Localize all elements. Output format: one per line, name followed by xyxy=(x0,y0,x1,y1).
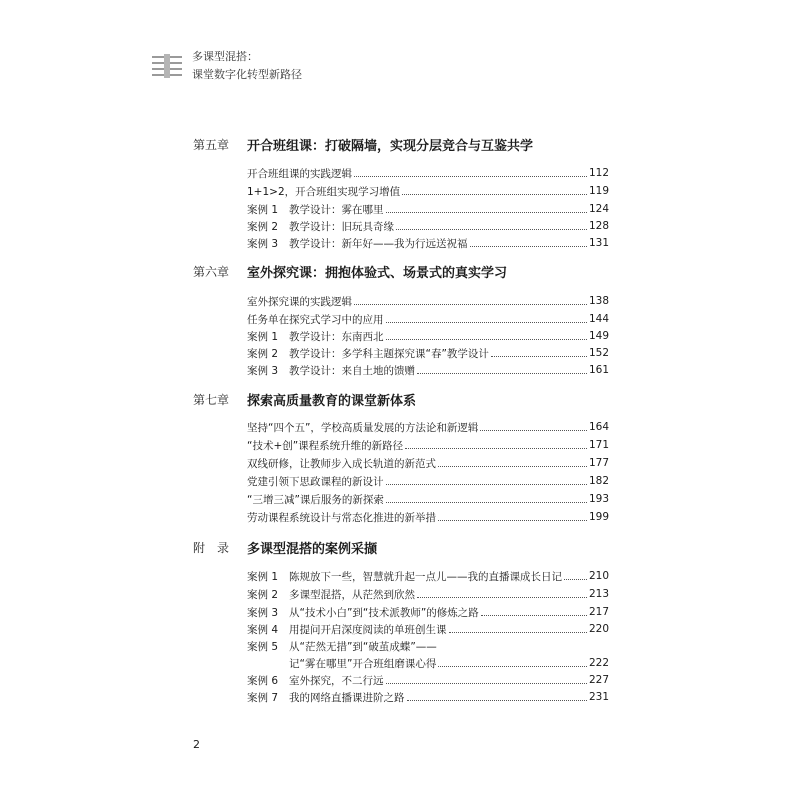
entry-page: 213 xyxy=(588,588,609,600)
leader-dots xyxy=(417,597,587,598)
chapter-heading xyxy=(193,133,533,155)
entry-page: 199 xyxy=(588,511,609,523)
entry-case: 案例 4 xyxy=(247,623,279,636)
entry-text: 陈规放下一些，智慧就升起一点儿——我的直播课成长日记 xyxy=(289,570,562,583)
toc-entry[interactable] xyxy=(247,603,609,621)
toc-entry[interactable] xyxy=(247,688,609,706)
leader-dots xyxy=(396,229,587,230)
chapter-heading xyxy=(193,536,377,558)
entry-case: 案例 6 xyxy=(247,674,279,687)
leader-dots xyxy=(354,176,587,177)
leader-dots xyxy=(407,700,587,701)
leader-dots xyxy=(449,632,587,633)
toc-entry[interactable] xyxy=(247,310,609,328)
entry-page: 112 xyxy=(588,167,609,179)
chapter-title: 多课型混搭的案例采撷 xyxy=(247,541,378,557)
page-number: 2 xyxy=(193,738,200,751)
entry-page: 193 xyxy=(588,493,609,505)
entry-page: 138 xyxy=(588,295,609,307)
toc-entry[interactable] xyxy=(247,234,609,252)
toc-entry[interactable] xyxy=(247,200,609,218)
entry-text: 我的网络直播课进阶之路 xyxy=(289,691,405,704)
toc-entry[interactable] xyxy=(247,585,609,603)
toc-entry-continuation[interactable] xyxy=(289,654,609,672)
entry-page: 124 xyxy=(588,203,609,215)
entry-text: 教学设计：旧玩具奇缘 xyxy=(289,220,394,233)
header-line-1: 多课型混搭： xyxy=(192,50,258,63)
toc-entry[interactable] xyxy=(247,217,609,235)
entry-text: 教学设计：雾在哪里 xyxy=(289,203,384,216)
entry-page: 119 xyxy=(588,185,609,197)
chapter-title: 探索高质量教育的课堂新体系 xyxy=(247,393,417,409)
toc-entry[interactable] xyxy=(247,327,609,345)
entry-page: 161 xyxy=(588,364,609,376)
entry-page: 220 xyxy=(588,623,609,635)
entry-text: 坚持“四个五”，学校高质量发展的方法论和新逻辑 xyxy=(247,421,479,434)
entry-case: 案例 3 xyxy=(247,364,279,377)
chapter-number: 第六章 xyxy=(193,264,230,279)
entry-text: 室外探究，不二行远 xyxy=(289,674,384,687)
entry-page: 217 xyxy=(588,606,609,618)
entry-case: 案例 2 xyxy=(247,220,279,233)
entry-text: 多课型混搭，从茫然到欣然 xyxy=(289,588,415,601)
toc-entry[interactable] xyxy=(247,490,609,508)
toc-entry[interactable] xyxy=(247,418,609,436)
toc-entry[interactable] xyxy=(247,164,609,182)
entry-page: 164 xyxy=(588,421,609,433)
entry-text: 室外探究课的实践逻辑 xyxy=(247,295,352,308)
leader-dots xyxy=(386,502,587,503)
entry-text: 教学设计：东南西北 xyxy=(289,330,384,343)
entry-case: 案例 5 xyxy=(247,640,279,653)
entry-page: 128 xyxy=(588,220,609,232)
toc-entry[interactable] xyxy=(247,567,609,585)
entry-text: “三增三减”课后服务的新探索 xyxy=(247,493,384,506)
entry-page: 227 xyxy=(588,674,609,686)
entry-page: 152 xyxy=(588,347,609,359)
entry-text: 1+1>2，开合班组实现学习增值 xyxy=(247,185,401,198)
entry-case: 案例 3 xyxy=(247,237,279,250)
entry-text: 教学设计：来自土地的馈赠 xyxy=(289,364,415,377)
toc-entry[interactable] xyxy=(247,472,609,490)
entry-page: 171 xyxy=(588,439,609,451)
chapter-number: 附 录 xyxy=(193,540,230,555)
entry-case: 案例 1 xyxy=(247,570,279,583)
leader-dots xyxy=(386,212,587,213)
entry-text: 从“技术小白”到“技术派教师”的修炼之路 xyxy=(289,606,479,619)
leader-dots xyxy=(405,448,587,449)
entry-text: “技术+创”课程系统升维的新路径 xyxy=(247,439,404,452)
entry-page: 177 xyxy=(588,457,609,469)
leader-dots xyxy=(386,484,587,485)
toc-entry[interactable] xyxy=(247,182,609,200)
chapter-number: 第七章 xyxy=(193,392,230,407)
leader-dots xyxy=(386,683,587,684)
entry-case: 案例 3 xyxy=(247,606,279,619)
entry-text: 从“茫然无措”到“破茧成蝶”—— xyxy=(289,640,437,653)
header-line-2: 课堂数字化转型新路径 xyxy=(192,68,302,81)
entry-page: 182 xyxy=(588,475,609,487)
leader-dots xyxy=(564,579,587,580)
entry-text: 任务单在探究式学习中的应用 xyxy=(247,313,384,326)
toc-entry[interactable] xyxy=(247,671,609,689)
chapter-title: 开合班组课：打破隔墙，实现分层竞合与互鉴共学 xyxy=(247,138,534,154)
toc-entry[interactable] xyxy=(247,508,609,526)
entry-text: 用提问开启深度阅读的单班创生课 xyxy=(289,623,447,636)
leader-dots xyxy=(438,666,587,667)
entry-page: 144 xyxy=(588,313,609,325)
entry-page: 210 xyxy=(588,570,609,582)
chapter-number: 第五章 xyxy=(193,137,230,152)
entry-text: 劳动课程系统设计与常态化推进的新举措 xyxy=(247,511,436,524)
entry-case: 案例 1 xyxy=(247,203,279,216)
leader-dots xyxy=(438,466,587,467)
entry-text: 开合班组课的实践逻辑 xyxy=(247,167,352,180)
leader-dots xyxy=(470,246,587,247)
entry-page: 222 xyxy=(588,657,609,669)
entry-text: 教学设计：多学科主题探究课“春”教学设计 xyxy=(289,347,489,360)
leader-dots xyxy=(491,356,587,357)
chapter-heading xyxy=(193,388,416,410)
leader-dots xyxy=(354,304,587,305)
entry-case: 案例 2 xyxy=(247,588,279,601)
entry-text: 记“雾在哪里”开合班组磨课心得 xyxy=(289,657,437,670)
leader-dots xyxy=(480,430,587,431)
entry-text: 双线研修，让教师步入成长轨道的新范式 xyxy=(247,457,436,470)
entry-text: 教学设计：新年好——我为行远送祝福 xyxy=(289,237,468,250)
entry-page: 149 xyxy=(588,330,609,342)
leader-dots xyxy=(417,373,587,374)
leader-dots xyxy=(402,194,587,195)
toc-entry[interactable] xyxy=(247,436,609,454)
toc-entry[interactable] xyxy=(247,361,609,379)
leader-dots xyxy=(386,339,587,340)
book-logo-icon xyxy=(152,54,182,80)
toc-entry[interactable] xyxy=(247,637,609,655)
toc-entry[interactable] xyxy=(247,292,609,310)
toc-entry[interactable] xyxy=(247,344,609,362)
entry-text: 党建引领下思政课程的新设计 xyxy=(247,475,384,488)
leader-dots xyxy=(386,322,587,323)
chapter-title: 室外探究课：拥抱体验式、场景式的真实学习 xyxy=(247,265,508,281)
toc-entry[interactable] xyxy=(247,620,609,638)
entry-page: 231 xyxy=(588,691,609,703)
chapter-heading xyxy=(193,260,507,282)
entry-case: 案例 2 xyxy=(247,347,279,360)
entry-page: 131 xyxy=(588,237,609,249)
entry-case: 案例 1 xyxy=(247,330,279,343)
toc-entry[interactable] xyxy=(247,454,609,472)
entry-case: 案例 7 xyxy=(247,691,279,704)
leader-dots xyxy=(481,615,587,616)
leader-dots xyxy=(438,520,587,521)
